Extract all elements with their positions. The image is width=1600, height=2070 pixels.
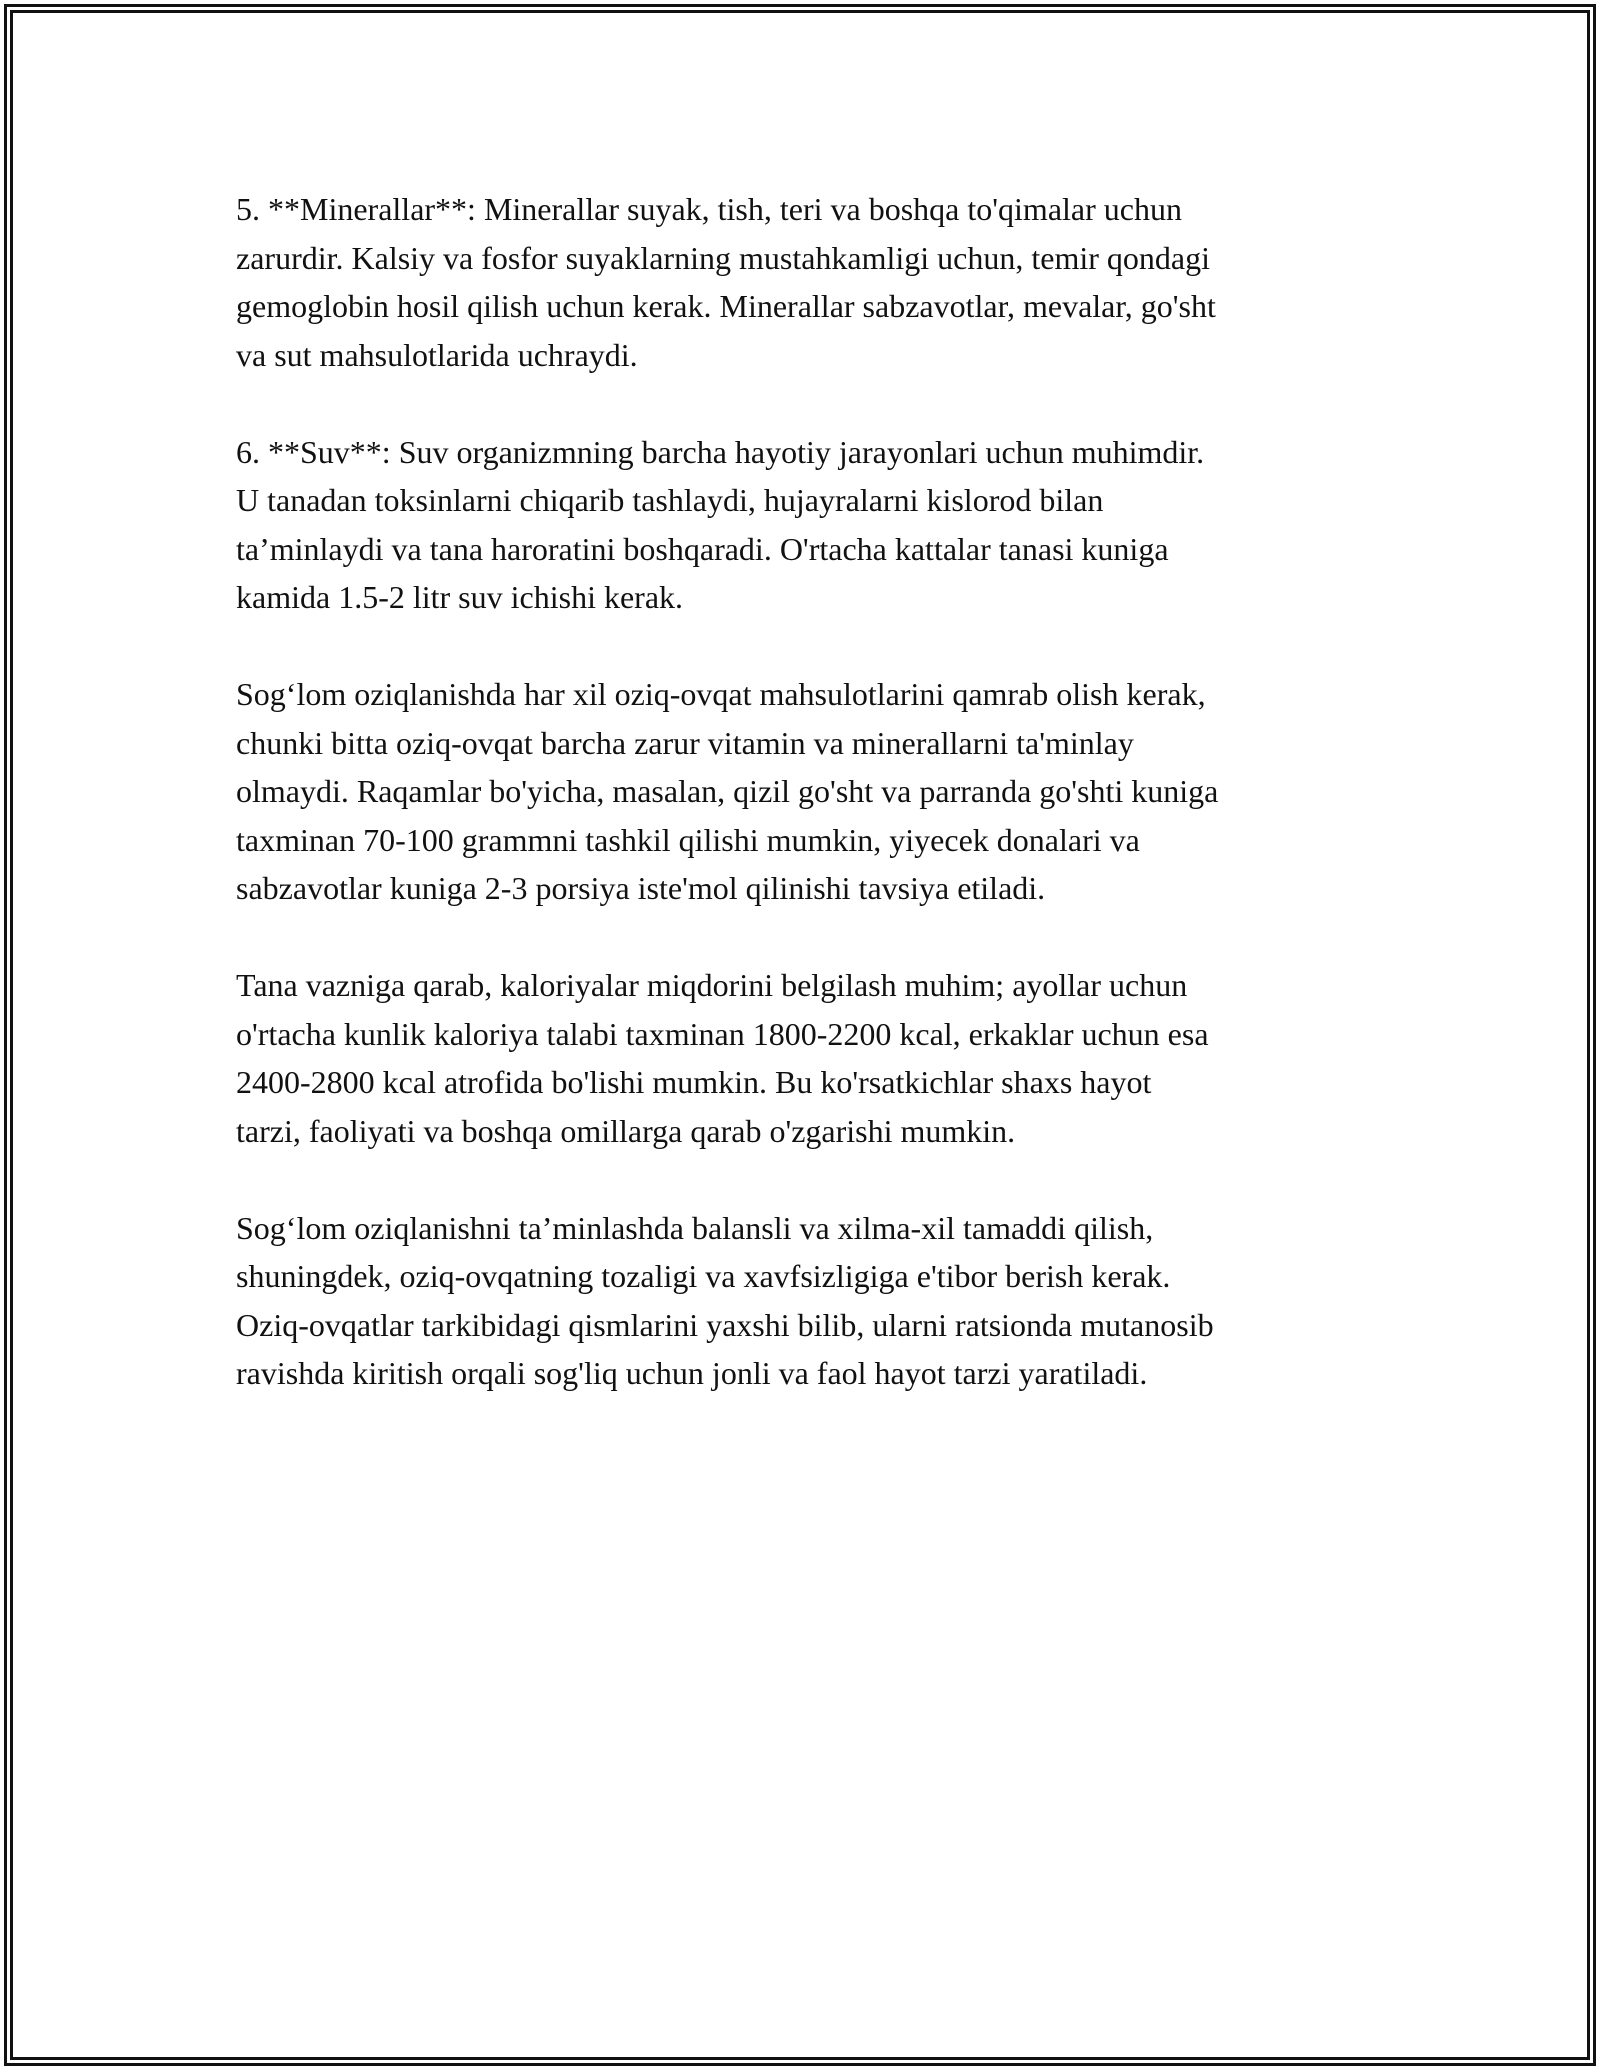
text-line: 5. **Minerallar**: Minerallar suyak, tish, teri va boshqa to'qimalar uchun (236, 191, 1182, 227)
text-line: kamida 1.5-2 litr suv ichishi kerak. (236, 579, 684, 615)
text-line: olmaydi. Raqamlar bo'yicha, masalan, qizil go'sht va parranda go'shti kuniga (236, 773, 1219, 809)
text-line: taxminan 70-100 grammni tashkil qilishi mumkin, yiyecek donalari va (236, 821, 1140, 858)
paragraph-calories (236, 961, 1386, 1155)
text-line: Sog‘lom oziqlanishni ta’minlashda balansli va xilma-xil tamaddi qilish, (236, 1209, 1154, 1246)
text-line: sabzavotlar kuniga 2-3 porsiya iste'mol qilinishi tavsiya etiladi. (236, 870, 1046, 906)
text-line: shuningdek, oziq-ovqatning tozaligi va xavfsizligiga e'tibor berish kerak. (236, 1258, 1171, 1294)
text-line: chunki bitta oziq-ovqat barcha zarur vitamin va minerallarni ta'minlay (236, 724, 1134, 761)
text-line: va sut mahsulotlarida uchraydi. (236, 336, 638, 373)
document-body (236, 185, 1386, 1446)
text-line: ravishda kiritish orqali sog'liq uchun jonli va faol hayot tarzi yaratiladi. (236, 1355, 1148, 1391)
text-line: ta’minlaydi va tana haroratini boshqaradi. O'rtacha kattalar tanasi kuniga (236, 530, 1169, 567)
text-line: Sog‘lom oziqlanishda har xil oziq-ovqat mahsulotlarini qamrab olish kerak, (236, 676, 1206, 712)
paragraph-variety (236, 670, 1386, 913)
paragraph-minerallar (236, 185, 1386, 379)
text-line: gemoglobin hosil qilish uchun kerak. Minerallar sabzavotlar, mevalar, go'sht (236, 288, 1216, 324)
paragraph-conclusion (236, 1204, 1386, 1398)
text-line: tarzi, faoliyati va boshqa omillarga qarab o'zgarishi mumkin. (236, 1112, 1016, 1149)
text-line: 2400-2800 kcal atrofida bo'lishi mumkin. Bu ko'rsatkichlar shaxs hayot (236, 1064, 1152, 1100)
text-line: zarurdir. Kalsiy va fosfor suyaklarning mustahkamligi uchun, temir qondagi (236, 239, 1210, 276)
text-line: Oziq-ovqatlar tarkibidagi qismlarini yaxshi bilib, ularni ratsionda mutanosib (236, 1306, 1214, 1343)
text-line: 6. **Suv**: Suv organizmning barcha hayotiy jarayonlari uchun muhimdir. (236, 433, 1205, 470)
paragraph-suv (236, 428, 1386, 622)
text-line: o'rtacha kunlik kaloriya talabi taxminan 1800-2200 kcal, erkaklar uchun esa (236, 1015, 1209, 1052)
text-line: U tanadan toksinlarni chiqarib tashlaydi, hujayralarni kislorod bilan (236, 482, 1104, 518)
text-line: Tana vazniga qarab, kaloriyalar miqdorini belgilash muhim; ayollar uchun (236, 967, 1188, 1003)
